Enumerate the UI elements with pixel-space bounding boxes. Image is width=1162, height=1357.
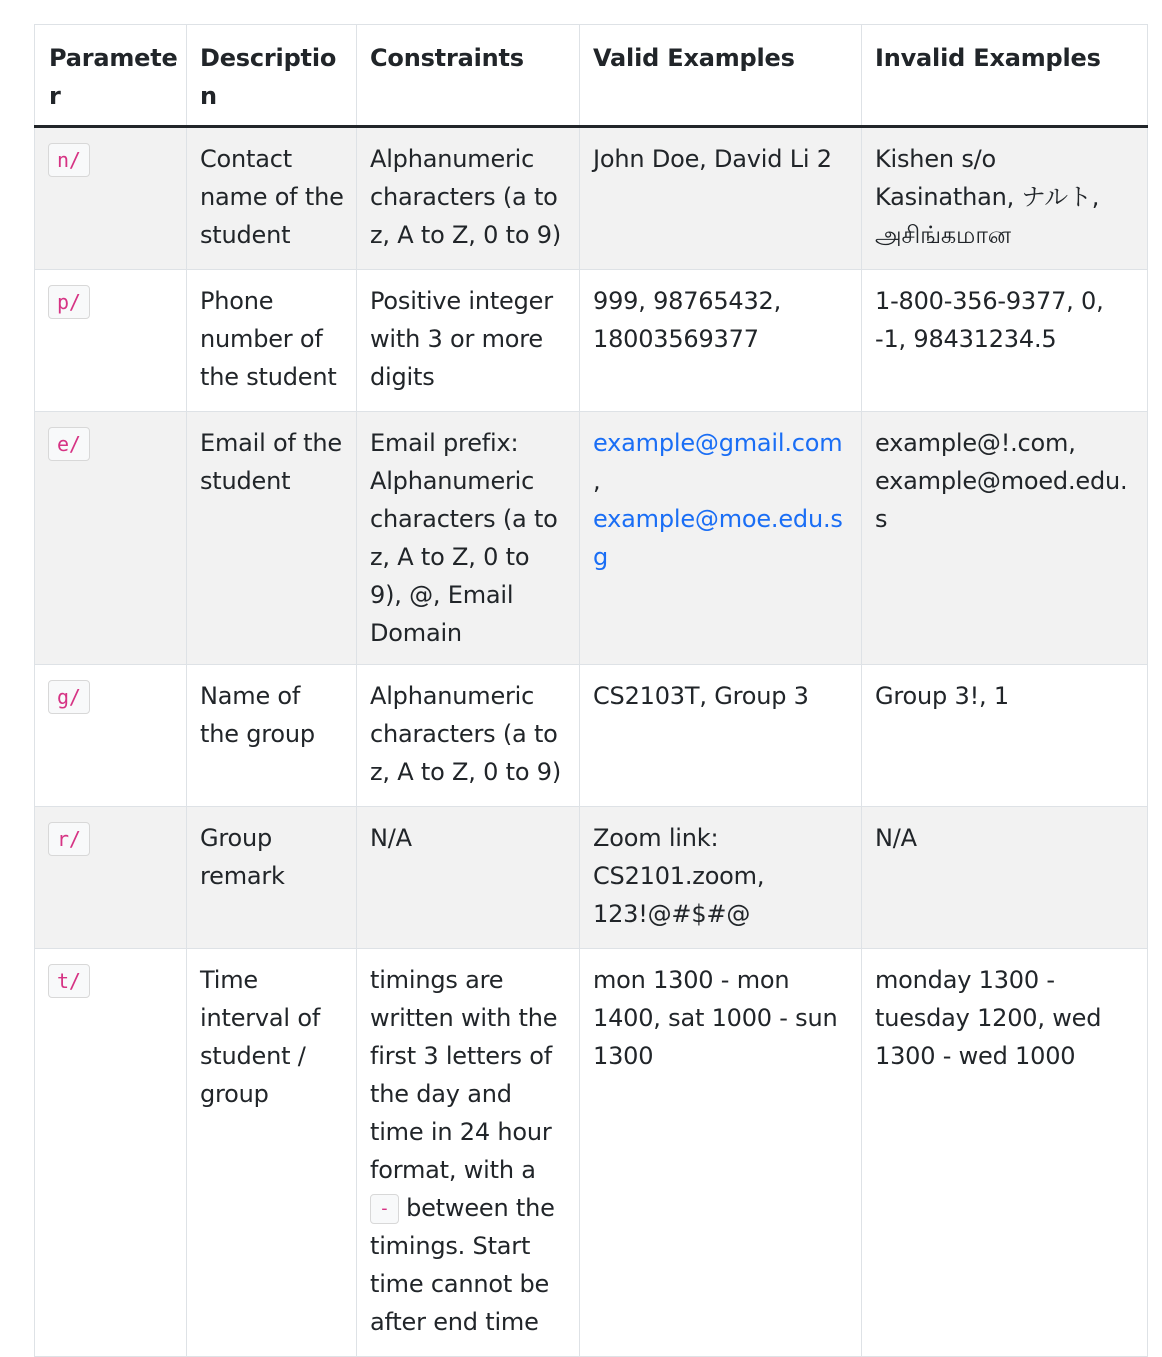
description-cell: Name of the group bbox=[187, 665, 357, 807]
parameter-cell bbox=[35, 270, 187, 412]
description-cell: Contact name of the student bbox=[187, 127, 357, 270]
constraints-cell: Alphanumeric characters (a to z, A to Z, 0 to 9) bbox=[357, 665, 580, 807]
header-parameter: Parameter bbox=[35, 25, 187, 127]
table-row bbox=[35, 949, 1148, 1357]
parameter-table bbox=[34, 24, 1148, 1357]
table-header bbox=[35, 25, 1148, 127]
email-example-link[interactable]: example@moe.edu.sg bbox=[593, 505, 843, 571]
invalid-examples-cell: N/A bbox=[862, 807, 1148, 949]
constraints-cell: Email prefix: Alphanumeric characters (a to z, A to Z, 0 to 9), @, Email Domain bbox=[357, 412, 580, 665]
valid-examples-cell: John Doe, David Li 2 bbox=[580, 127, 862, 270]
constraints-cell: N/A bbox=[357, 807, 580, 949]
invalid-examples-cell: example@!.com, example@moed.edu.s bbox=[862, 412, 1148, 665]
dash-code: - bbox=[370, 1194, 399, 1224]
parameter-cell bbox=[35, 127, 187, 270]
description-cell: Time interval of student / group bbox=[187, 949, 357, 1357]
table-row bbox=[35, 127, 1148, 270]
valid-separator: , bbox=[593, 467, 601, 495]
constraints-cell: Positive integer with 3 or more digits bbox=[357, 270, 580, 412]
table-row bbox=[35, 807, 1148, 949]
table-row bbox=[35, 665, 1148, 807]
header-row bbox=[35, 25, 1148, 127]
parameter-table-container bbox=[34, 24, 1147, 1357]
description-cell: Phone number of the student bbox=[187, 270, 357, 412]
description-cell: Group remark bbox=[187, 807, 357, 949]
constraints-text-before: timings are written with the first 3 letters of the day and time in 24 hour format, with a bbox=[370, 966, 558, 1184]
parameter-cell bbox=[35, 807, 187, 949]
invalid-examples-cell: 1-800-356-9377, 0, -1, 98431234.5 bbox=[862, 270, 1148, 412]
header-constraints: Constraints bbox=[357, 25, 580, 127]
header-description: Description bbox=[187, 25, 357, 127]
invalid-examples-cell: Group 3!, 1 bbox=[862, 665, 1148, 807]
valid-examples-cell: CS2103T, Group 3 bbox=[580, 665, 862, 807]
table-row bbox=[35, 270, 1148, 412]
valid-examples-cell: mon 1300 - mon 1400, sat 1000 - sun 1300 bbox=[580, 949, 862, 1357]
constraints-text-after: between the timings. Start time cannot be after end time bbox=[370, 1194, 555, 1336]
constraints-cell: Alphanumeric characters (a to z, A to Z, 0 to 9) bbox=[357, 127, 580, 270]
valid-examples-cell: Zoom link: CS2101.zoom, 123!@#$#@ bbox=[580, 807, 862, 949]
parameter-code: g/ bbox=[48, 680, 90, 714]
table-row bbox=[35, 412, 1148, 665]
email-example-link[interactable]: example@gmail.com bbox=[593, 429, 843, 457]
invalid-examples-cell: monday 1300 - tuesday 1200, wed 1300 - wed 1000 bbox=[862, 949, 1148, 1357]
parameter-code: n/ bbox=[48, 143, 90, 177]
valid-examples-cell: 999, 98765432, 18003569377 bbox=[580, 270, 862, 412]
header-valid-examples: Valid Examples bbox=[580, 25, 862, 127]
parameter-cell bbox=[35, 949, 187, 1357]
parameter-cell bbox=[35, 665, 187, 807]
parameter-code: e/ bbox=[48, 427, 90, 461]
parameter-code: t/ bbox=[48, 964, 90, 998]
parameter-code: r/ bbox=[48, 822, 90, 856]
table-body bbox=[35, 127, 1148, 1357]
invalid-examples-cell: Kishen s/o Kasinathan, ナルト, அசிங்கமான bbox=[862, 127, 1148, 270]
description-cell: Email of the student bbox=[187, 412, 357, 665]
parameter-cell bbox=[35, 412, 187, 665]
parameter-code: p/ bbox=[48, 285, 90, 319]
constraints-cell bbox=[357, 949, 580, 1357]
valid-examples-cell bbox=[580, 412, 862, 665]
header-invalid-examples: Invalid Examples bbox=[862, 25, 1148, 127]
